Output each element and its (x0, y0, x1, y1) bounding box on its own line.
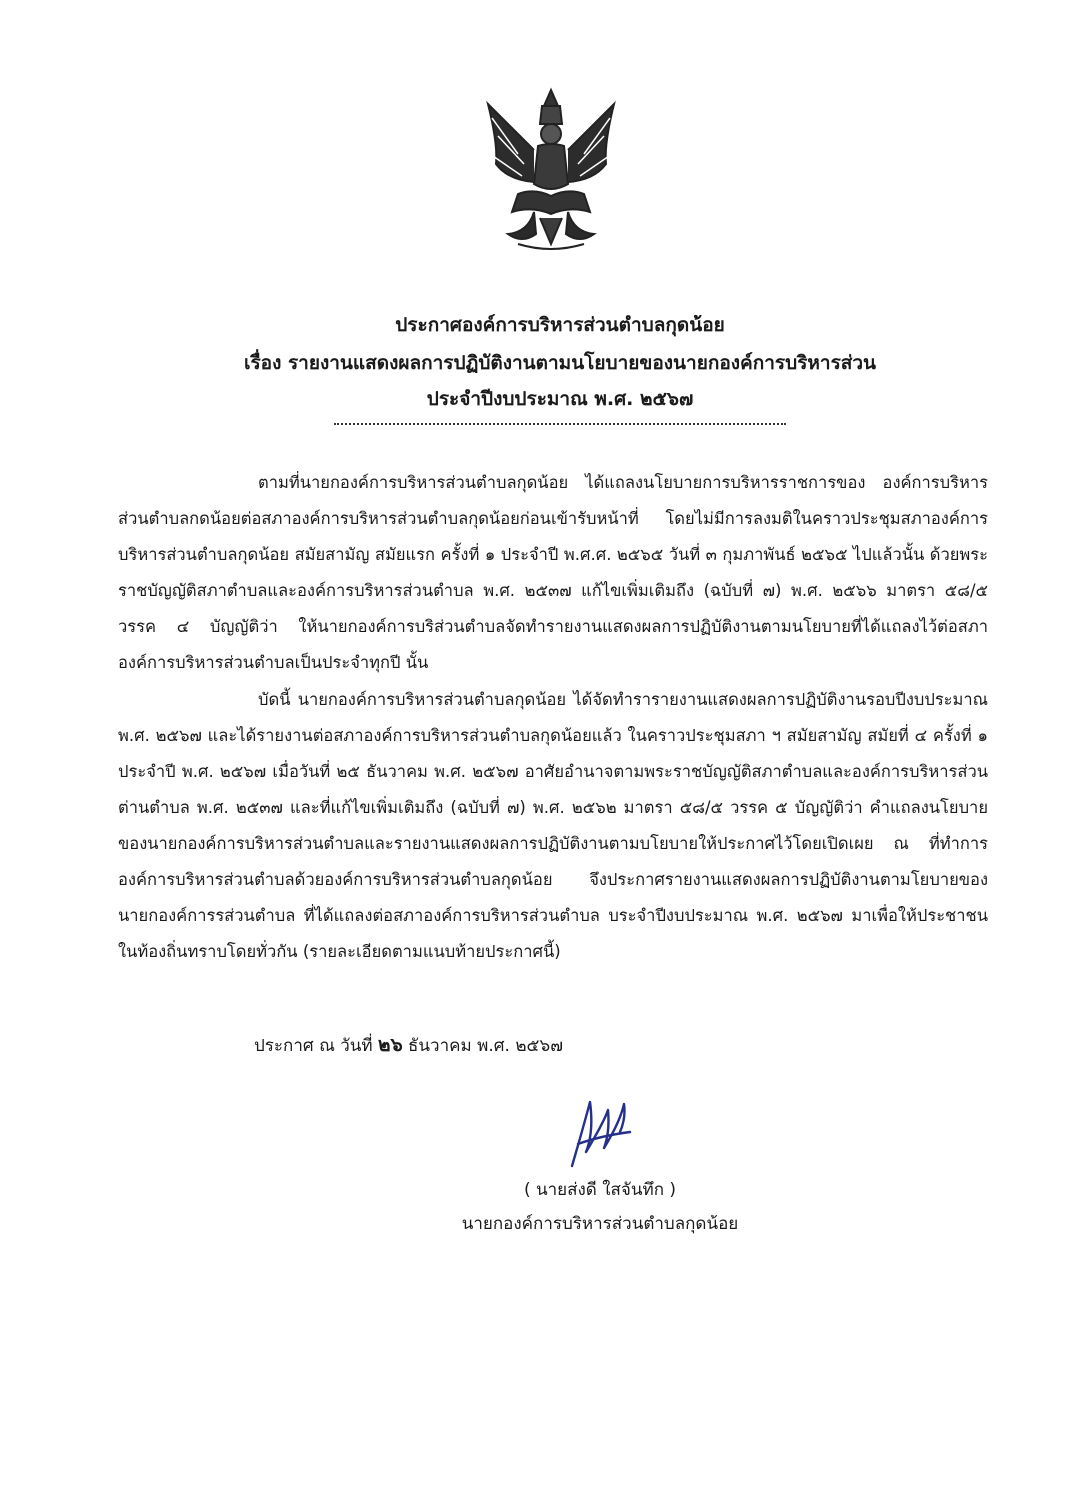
announcement-title: ประกาศองค์การบริหารส่วนตำบลกุดน้อย (395, 314, 725, 336)
issue-date-prefix: ประกาศ ณ วันที่ (254, 1036, 373, 1056)
garuda-emblem-icon (478, 84, 624, 254)
issue-date-line (254, 1030, 563, 1060)
signer-name: ( นายส่งดี ใสจันทึก ) (523, 1180, 677, 1200)
issue-day: ๒๖ (378, 1034, 403, 1056)
announcement-subject: เรื่อง รายงานแสดงผลการปฏิบัติงานตามนโยบายของนายกองค์การบริหารส่วน (243, 352, 877, 374)
handwritten-signature-icon (564, 1092, 636, 1172)
body-paragraph-1: ตามที่นายกองค์การบริหารส่วนตำบลกุดน้อย ได้แถลงนโยบายการบริหารราชการของ องค์การบริหารส่วนตำบลกดน้อยต่อสภาองค์การบริหารส่วนตำบลกุดน้อยก่อนเข้ารับหน้าที่ โดยไม่มีการลงมติในคราวประชุมสภาองค์การบริหารส่วนตำบลกุดน้อย สมัยสามัญ สมัยแรก ครั้งที่ ๑ ประจำปี พ.ศ.ศ. ๒๕๖๕ วันที่ ๓ กุมภาพันธ์ ๒๕๖๕ ไปแล้วนั้น ด้วยพระราชบัญญัติสภาตำบลและองค์การบริหารส่วนตำบล พ.ศ. ๒๕๓๗ แก้ไขเพิ่มเติมถึง (ฉบับที่ ๗) พ.ศ. ๒๕๖๖ มาตรา ๕๘/๕ วรรค ๔ บัญญัติว่า ให้นายกองค์การบริส่วนตำบลจัดทำรายงานแสดงผลการปฏิบัติงานตามนโยบายที่ได้แถลงไว้ต่อสภาองค์การบริหารส่วนตำบลเป็นประจำทุกปี นั้น (118, 473, 988, 672)
body-paragraph-2: บัดนี้ นายกองค์การบริหารส่วนตำบลกุดน้อย ได้จัดทำรารายงานแสดงผลการปฏิบัติงานรอบปีงบประมาณ พ.ศ. ๒๕๖๗ และได้รายงานต่อสภาองค์การบริหารส่วนตำบลกุดน้อยแล้ว ในคราวประชุมสภา ฯ สมัยสามัญ สมัยที่ ๔ ครั้งที่ ๑ ประจำปี พ.ศ. ๒๕๖๗ เมื่อวันที่ ๒๕ ธันวาคม พ.ศ. ๒๕๖๗ อาศัยอำนาจตามพระราชบัญญัติสภาตำบลและองค์การบริหารส่วนต่านตำบล พ.ศ. ๒๕๓๗ และที่แก้ไขเพิ่มเติมถึง (ฉบับที่ ๗) พ.ศ. ๒๕๖๒ มาตรา ๕๘/๕ วรรค ๕ บัญญัติว่า คำแถลงนโยบายของนายกองค์การบริหารส่วนตำบลและรายงานแสดงผลการปฏิบัติงานตามบโยบายให้ประกาศไว้โดยเปิดเผย ณ ที่ทำการองค์การบริหารส่วนตำบลด้วยองค์การบริหารส่วนตำบลกุดน้อย จึงประกาศรายงานแสดงผลการปฏิบัติงานตามโยบายของนายกองค์การรส่วนตำบล ที่ได้แถลงต่อสภาองค์การบริหารส่วนตำบล บระจำปีงบประมาณ พ.ศ. ๒๕๖๗ มาเพื่อให้ประชาชนในท้องถิ่นทราบโดยทั่วกัน (รายละเอียดตามแนบท้ายประกาศนี้) (118, 690, 988, 961)
signer-title: นายกองค์การบริหารส่วนตำบลกุดน้อย (461, 1214, 739, 1234)
fiscal-year-line: ประจำปีงบประมาณ พ.ศ. ๒๕๖๗ (426, 388, 694, 410)
issue-month-year: ธันวาคม พ.ศ. ๒๕๖๗ (408, 1036, 563, 1056)
dotted-divider (334, 423, 786, 425)
